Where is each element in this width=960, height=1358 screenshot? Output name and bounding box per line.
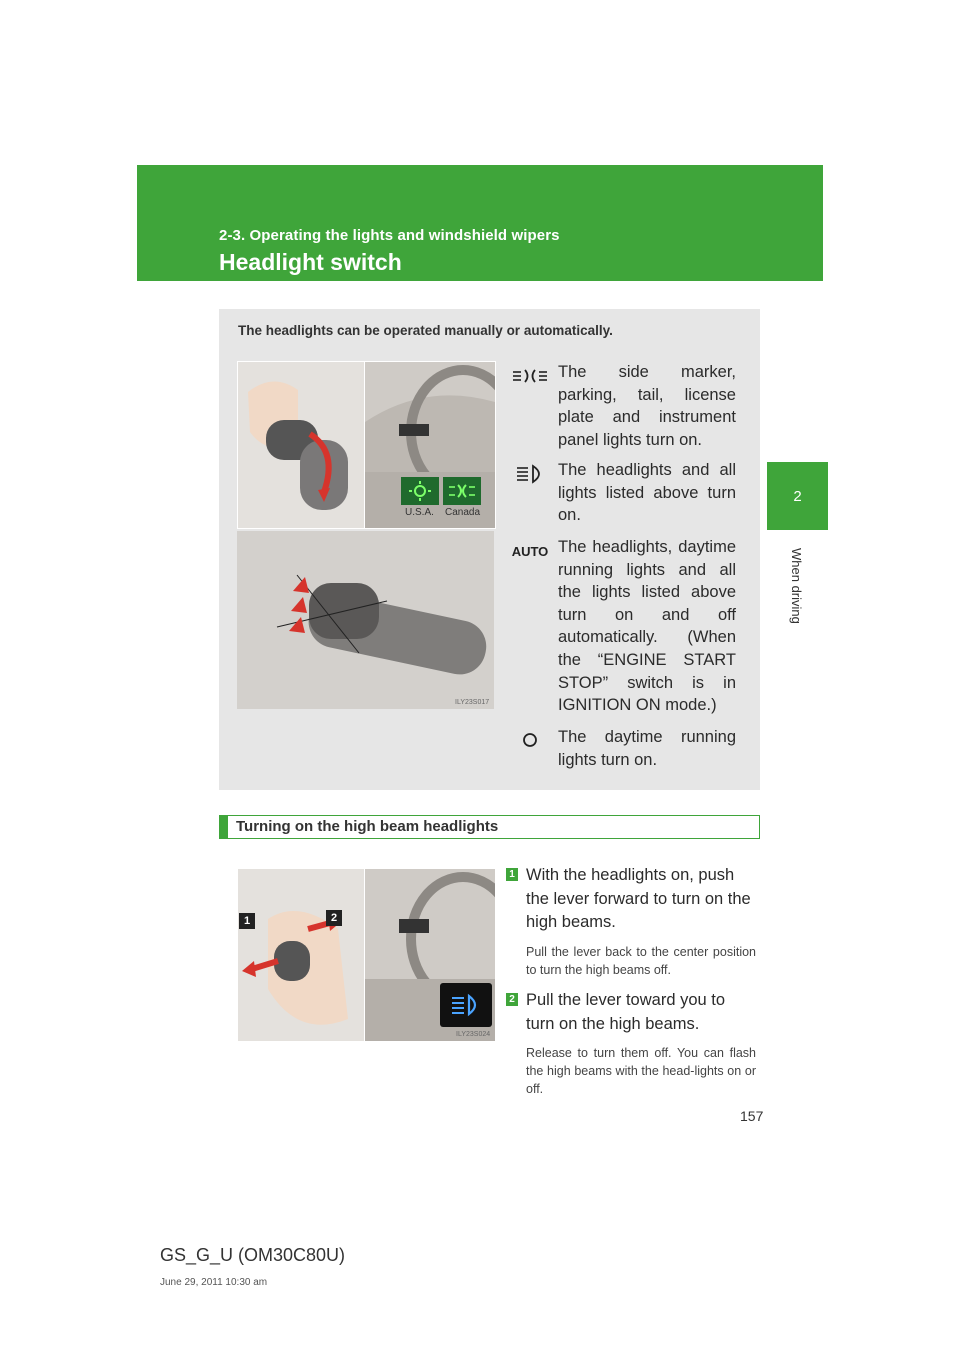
high-beam-heading: [219, 815, 760, 839]
callout-2: 2: [326, 910, 342, 926]
entry-text: The headlights, daytime running lights and all the lights listed above turn on and off automatically. (When the “ENGINE START STOP” switch is in IGNITION ON mode.): [558, 538, 736, 715]
high-beam-hand-photo: [237, 868, 365, 1042]
entry-text: The daytime running lights turn on.: [558, 728, 736, 769]
entry-daytime-running: [508, 726, 736, 771]
step-instruction: Pull the lever toward you to turn on the high beams.: [526, 991, 726, 1033]
indicator-canada: [443, 477, 481, 505]
footer-model-code: GS_G_U (OM30C80U): [160, 1245, 346, 1265]
auto-icon: [508, 540, 552, 562]
section-label: 2-3. Operating the lights and windshield wipers: [219, 227, 560, 244]
step-2: [506, 989, 756, 1098]
high-beam-indicator-icon: [440, 983, 492, 1027]
step-number: 2: [506, 993, 518, 1006]
auto-icon-label: AUTO: [511, 543, 549, 559]
step-number: 1: [506, 868, 518, 881]
step-instruction: With the headlights on, push the lever forward to turn on the high beams.: [526, 866, 751, 931]
chapter-tab: 2: [767, 462, 828, 530]
entry-auto: [508, 536, 736, 717]
panel-intro: The headlights can be operated manually or automatically.: [238, 323, 613, 338]
switch-hand-photo: [237, 361, 365, 529]
heading-accent-bar: [220, 816, 228, 838]
callout-1: 1: [239, 913, 255, 929]
indicator-caption-canada: Canada: [445, 507, 481, 518]
daytime-running-lights-icon: [508, 730, 552, 752]
indicator-caption-usa: U.S.A.: [405, 507, 434, 518]
entry-headlights: [508, 459, 736, 527]
headlight-modes-panel: [219, 309, 760, 790]
step-note: Release to turn them off. You can flash the high beams with the head-lights on or off.: [526, 1046, 756, 1096]
lever-illustration: [237, 531, 494, 709]
indicator-usa: [401, 477, 439, 505]
chapter-label: When driving: [789, 548, 804, 624]
footer-date: June 29, 2011 10:30 am: [160, 1277, 268, 1288]
photo-code-1: ILY23S017: [455, 699, 490, 706]
page-title: Headlight switch: [219, 249, 402, 275]
photo-code-2: ILY23S024: [456, 1031, 491, 1038]
side-marker-lights-icon: [508, 365, 552, 387]
section-header: [137, 165, 823, 281]
page-number: 157: [740, 1108, 764, 1124]
step-note: Pull the lever back to the center position to turn the high beams off.: [526, 944, 756, 977]
entry-text: The side marker, parking, tail, license plate and instrument panel lights turn on.: [558, 363, 736, 449]
entry-text: The headlights and all lights listed above turn on.: [558, 461, 736, 525]
entry-side-marker: [508, 361, 736, 451]
high-beam-heading-label: Turning on the high beam headlights: [236, 818, 499, 835]
step-1: [506, 864, 756, 979]
headlight-icon: [508, 463, 552, 485]
